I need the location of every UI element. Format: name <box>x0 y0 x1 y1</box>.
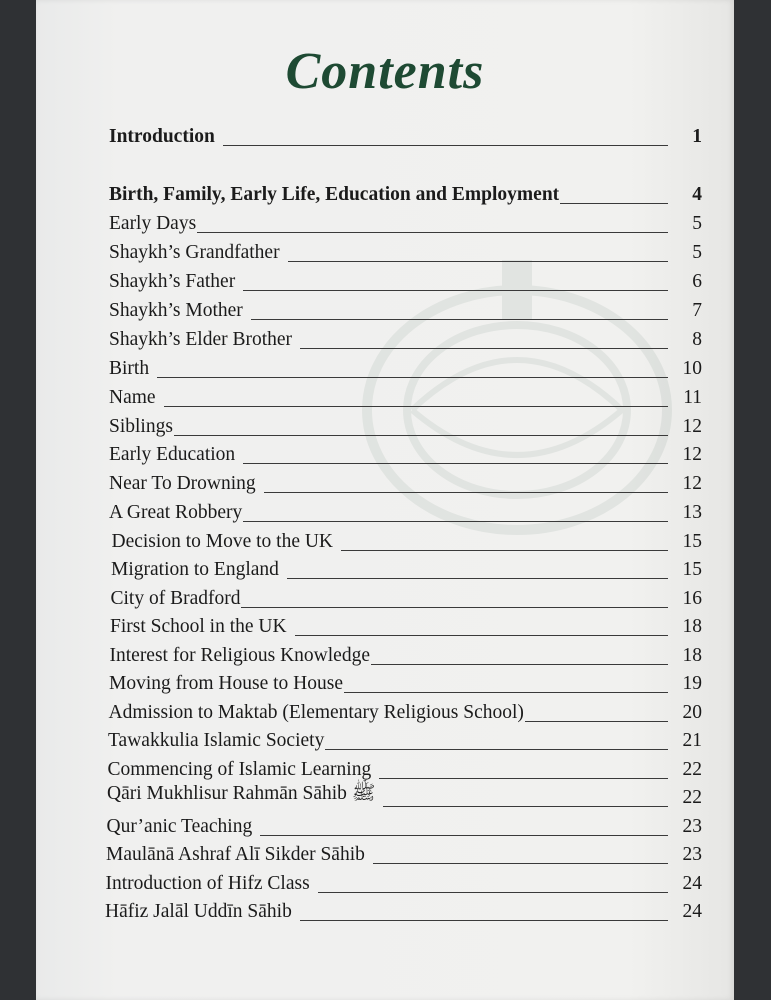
toc-entry-title: Birth, Family, Early Life, Education and Employment <box>109 184 560 205</box>
dot-leader-line <box>251 319 668 320</box>
toc-entry-page-number: 18 <box>682 645 702 666</box>
toc-entry-title: A Great Robbery <box>109 502 243 523</box>
toc-entry[interactable] <box>109 267 702 293</box>
toc-entry-page-number: 8 <box>692 329 702 350</box>
dot-leader-line <box>300 348 668 349</box>
toc-entry[interactable] <box>109 238 702 264</box>
toc-entry-page-number: 5 <box>692 213 702 234</box>
page-title: Contents <box>285 43 485 100</box>
toc-entry[interactable] <box>112 527 703 553</box>
toc-entry[interactable] <box>108 755 703 781</box>
toc-entry-title: Interest for Religious Knowledge <box>109 645 370 666</box>
toc-entry-page-number: 7 <box>692 300 702 321</box>
toc-entry-page-number: 16 <box>682 588 702 609</box>
dot-leader-line <box>241 607 668 608</box>
toc-entry-title: Introduction <box>109 126 215 147</box>
toc-entry-page-number: 24 <box>682 901 702 922</box>
toc-entry-page-number: 20 <box>682 702 702 723</box>
dot-leader-line <box>341 550 668 551</box>
dot-leader-line <box>318 892 668 893</box>
dot-leader-line <box>295 635 668 636</box>
dot-leader-line <box>243 521 668 522</box>
dot-leader-line <box>243 290 668 291</box>
toc-entry[interactable] <box>109 412 702 438</box>
toc-entry-title: Introduction of Hifz Class <box>105 873 310 894</box>
toc-entry-page-number: 23 <box>682 844 702 865</box>
toc-entry-page-number: 11 <box>683 387 702 408</box>
toc-entry[interactable] <box>109 498 702 524</box>
toc-entry-title: Birth <box>109 358 150 379</box>
toc-entry[interactable] <box>109 469 702 495</box>
toc-entry[interactable] <box>109 440 702 466</box>
dot-leader-line <box>287 578 668 579</box>
toc-entry-title: Early Education <box>109 444 236 465</box>
toc-entry[interactable] <box>109 209 702 235</box>
toc-entry-page-number: 4 <box>692 184 702 205</box>
dot-leader-line <box>243 463 668 464</box>
toc-entry-page-number: 23 <box>682 816 702 837</box>
toc-entry-title: Siblings <box>109 416 173 437</box>
toc-entry[interactable] <box>107 812 703 838</box>
toc-entry-title: Hāfiz Jalāl Uddīn Sāhib <box>105 901 292 922</box>
toc-entry-page-number: 12 <box>682 473 702 494</box>
dot-leader-line <box>157 377 668 378</box>
toc-entry-title: Shaykh’s Father <box>109 271 236 292</box>
toc-entry-title: Decision to Move to the UK <box>111 531 334 552</box>
toc-entry-page-number: 15 <box>682 559 702 580</box>
toc-entry-title: Shaykh’s Elder Brother <box>109 329 293 350</box>
toc-entry[interactable] <box>110 612 702 638</box>
toc-entry-title: Commencing of Islamic Learning <box>107 759 372 780</box>
dot-leader-line <box>525 721 668 722</box>
dot-leader-line <box>371 664 668 665</box>
toc-entry-title: Moving from House to House <box>109 673 343 694</box>
toc-entry-title: Qāri Mukhlisur Rahmān Sāhib ﷺ <box>107 783 376 804</box>
toc-entry-page-number: 24 <box>682 873 702 894</box>
toc-entry-title: Shaykh’s Grandfather <box>109 242 280 263</box>
toc-entry-title: First School in the UK <box>110 616 287 637</box>
toc-entry-page-number: 6 <box>692 271 702 292</box>
toc-entry-page-number: 22 <box>682 759 702 780</box>
dot-leader-line <box>264 492 668 493</box>
toc-entry[interactable] <box>109 122 702 148</box>
toc-entry-page-number: 12 <box>682 444 702 465</box>
toc-entry[interactable] <box>109 354 702 380</box>
dot-leader-line <box>197 232 668 233</box>
toc-entry-title: Admission to Maktab (Elementary Religious School) <box>108 702 524 723</box>
toc-entry[interactable] <box>107 783 702 809</box>
dot-leader-line <box>223 145 668 146</box>
toc-entry-page-number: 21 <box>682 730 702 751</box>
dot-leader-line <box>260 835 668 836</box>
dot-leader-line <box>383 806 668 807</box>
toc-entry-title: Migration to England <box>111 559 279 580</box>
dot-leader-line <box>560 203 668 204</box>
toc-entry-page-number: 10 <box>682 358 702 379</box>
toc-entry[interactable] <box>109 296 702 322</box>
dot-leader-line <box>373 863 668 864</box>
dot-leader-line <box>325 749 668 750</box>
dot-leader-line <box>174 435 668 436</box>
toc-entry-page-number: 12 <box>682 416 702 437</box>
toc-entry[interactable] <box>109 669 702 695</box>
toc-entry-page-number: 18 <box>682 616 702 637</box>
dot-leader-line <box>344 692 668 693</box>
toc-entry-page-number: 15 <box>682 531 702 552</box>
toc-entry-title: Early Days <box>109 213 197 234</box>
toc-entry-page-number: 5 <box>692 242 702 263</box>
toc-entry-title: Tawakkulia Islamic Society <box>108 730 325 751</box>
dot-leader-line <box>288 261 668 262</box>
toc-entry-title: Name <box>109 387 156 408</box>
toc-entry[interactable] <box>109 383 702 409</box>
toc-entry-title: Qur’anic Teaching <box>106 816 253 837</box>
toc-entry[interactable] <box>111 584 703 610</box>
dot-leader-line <box>164 406 668 407</box>
toc-entry[interactable] <box>109 698 703 724</box>
toc-entry[interactable] <box>111 555 702 581</box>
toc-entry-title: Near To Drowning <box>109 473 256 494</box>
toc-entry[interactable] <box>110 641 703 667</box>
toc-entry-page-number: 13 <box>682 502 702 523</box>
toc-entry[interactable] <box>106 840 702 866</box>
toc-entry-page-number: 19 <box>682 673 702 694</box>
toc-entry-page-number: 22 <box>682 787 702 808</box>
toc-entry-title: Maulānā Ashraf Alī Sikder Sāhib <box>106 844 365 865</box>
toc-entry[interactable] <box>109 325 702 351</box>
toc-entry[interactable] <box>109 180 702 206</box>
dot-leader-line <box>300 920 668 921</box>
toc-entry-title: Shaykh’s Mother <box>109 300 243 321</box>
dot-leader-line <box>379 778 668 779</box>
toc-entry[interactable] <box>108 726 702 752</box>
toc-entry[interactable] <box>105 897 702 923</box>
toc-entry-title: City of Bradford <box>110 588 241 609</box>
toc-entry-page-number: 1 <box>692 126 702 147</box>
toc-entry[interactable] <box>106 869 703 895</box>
